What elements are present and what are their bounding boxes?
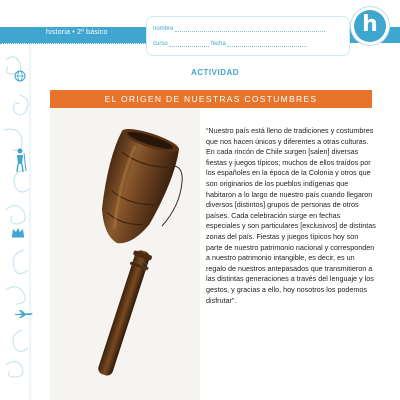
section-title: EL ORIGEN DE NUESTRAS COSTUMBRES [104, 94, 318, 104]
crown-icon [11, 226, 25, 238]
date-field[interactable] [227, 41, 307, 47]
decorative-sidebar [0, 0, 42, 400]
name-field[interactable] [175, 26, 325, 32]
globe-icon [14, 70, 26, 82]
swirl-ornaments [0, 0, 42, 400]
section-title-bar [50, 90, 372, 108]
course-date-row [153, 41, 307, 47]
date-label: fecha [211, 41, 226, 47]
student-form [147, 17, 349, 55]
indigenous-figure-icon [13, 147, 27, 173]
subject-label: historia • 2º básico [46, 29, 108, 36]
activity-label: ACTIVIDAD [190, 68, 240, 77]
name-label: nombre [153, 26, 174, 32]
course-label: curso [153, 41, 168, 47]
header-dotted-line [0, 43, 150, 44]
airplane-icon [14, 309, 34, 319]
wooden-toy-illustration [50, 108, 200, 400]
illustration-panel [50, 108, 200, 400]
name-row [153, 26, 325, 32]
course-field[interactable] [169, 41, 209, 47]
quote-paragraph: “Nuestro país está lleno de tradiciones y costumbres que nos hacen únicos y diferentes a otras culturas. En cada rincón de Chile surgen [salen] diversas fiestas y juegos típicos; muchos de ellos traídos por los españoles en la época de la Colonia y otros que son originarios de los pueblos indígenas que habitaron a lo largo de nuestro país cuando llegaron diversos [distintos] grupos de personas de otros países. Cada celebración surge en fechas especiales y son particulares [exclusivos] de distintas zonas del país. Fiestas y juegos típicos hoy son parte de nuestro patrimonio nacional y corresponden a nuestro patrimonio intangible, es decir, es un regalo de nuestros antepasados que transmitieron a las distintas generaciones a través del lenguaje y los gestos, y gracias a ello, hoy nosotros los podemos disfrutar”. [206, 126, 376, 305]
brand-logo: h [354, 10, 386, 42]
